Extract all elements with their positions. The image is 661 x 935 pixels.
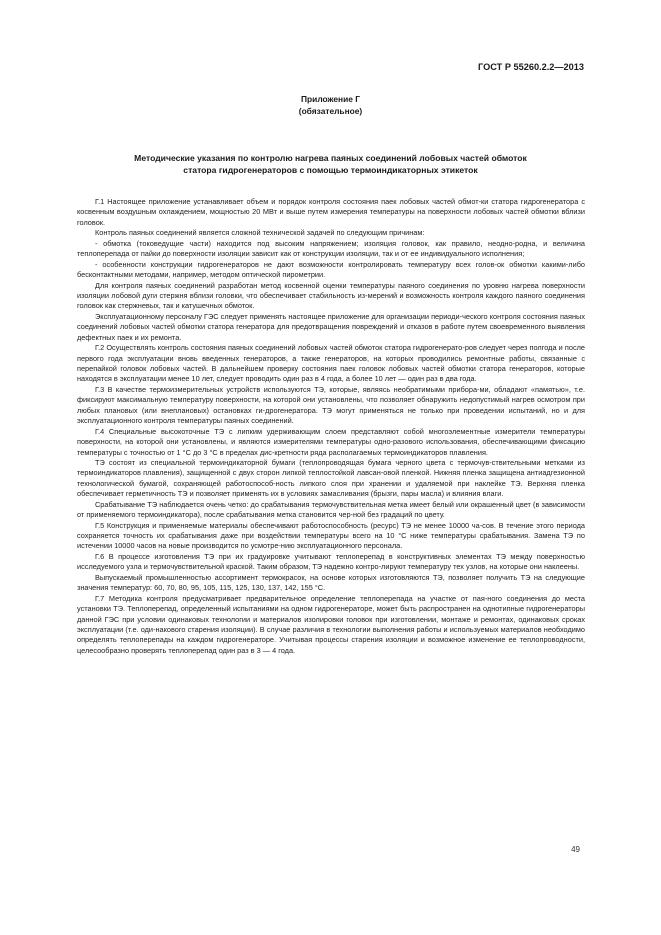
paragraph-personnel: Эксплуатационному персоналу ГЭС следует применять настоящее приложение для организации периоди-ческого контроля состояния паяных соединений лобовых частей обмотки статора генератора для предотвращения повреждений и отказов в работе путем своевременного выявления дефектных паек и их ремонта. (77, 311, 585, 342)
paragraph-te-triggering: Срабатывание ТЭ наблюдается очень четко: до срабатывания термочувствительная метка имеет белый или окрашенный цвет (в зависимости от применяемого термоиндикатора), после срабатывания метка становится чер-ной без градаций по цвету. (77, 499, 585, 520)
paragraph-g3: Г.3 В качестве термоизмерительных устройств используются ТЭ, которые, являясь необратимыми прибора-ми, обладают «памятью», т.е. фиксируют максимальную температуру поверхности, на которой они установлены, что позволяет обнаружить недопустимый нагрев осмотром при любых плановых (или внеплановых) остановках ги-дрогенератора. ТЭ могут применяться не только при проведении испытаний, но и для эксплуатационного контроля температуры паяных соединений. (77, 384, 585, 426)
standard-designation: ГОСТ Р 55260.2.2—2013 (478, 62, 584, 72)
paragraph-g4: Г.4 Специальные высокоточные ТЭ с липким удерживающим слоем представляют собой многоэлементные измерители температуры поверхности, на которой они установлены, и являются измерителями температуры одно-разового использования, обеспечивающими фиксацию температуры с точностью от 1 °С до 3 °С в пределах дис-кретности ряда располагаемых термоиндикаторов плавления. (77, 426, 585, 457)
section-title (0, 153, 661, 176)
paragraph-g2: Г.2 Осуществлять контроль состояния паяных соединений лобовых частей обмоток статора гидрогенерато-ров следует через полгода и после первого года эксплуатации вновь введенных генераторов, а также генераторов, на которых проводились ремонтные работы, связанные с перепайкой головок лобовых частей. В дальнейшем проверку состояния паек головок лобовых частей обмотки статора генераторов, которые находятся в эксплуатации менее 10 лет, следует проводить один раз в 4 года, а более 10 лет — один раз в два года. (77, 343, 585, 384)
paragraph-te-structure: ТЭ состоят из специальной термоиндикаторной бумаги (теплопроводящая бумага черного цвета с термочув-ствительными метками из термоиндикаторов плавления), защищенной с двух сторон липкой теплостойкой лавсан-овой пленкой. Нижняя пленка защищена антиадгезионной технологической бумагой, сохраняющей работоспособ-ность липкого слоя при хранении и удаляемой при наклейке ТЭ. Верхняя пленка обеспечивает герметичность ТЭ и позволяет применять их в условиях замасливания (брызги, пары масла) и влияния влаги. (77, 457, 585, 499)
paragraph-g5: Г.5 Конструкция и применяемые материалы обеспечивают работоспособность (ресурс) ТЭ не менее 10000 ча-сов. В течение этого периода сохраняется точность их срабатывания даже при воздействии температуры всего на 10 °С ниже температуры срабатывания. Замена ТЭ по истечении 10000 часов на новые производится по усмотре-нию эксплуатационного персонала. (77, 520, 585, 551)
section-title-line-1: Методические указания по контролю нагрева паяных соединений лобовых частей обмоток (134, 153, 527, 163)
paragraph-reason-1: - обмотка (токоведущие части) находится под высоким напряжением; изоляция головок, как правило, неодно-родна, и величина теплоперепада от пайки до поверхности изоляции зависит как от конструкции изоляции, так и от ее индивидуального исполнения; (77, 238, 585, 259)
paragraph-reason-2: - особенности конструкции гидрогенераторов не дают возможности контролировать температуру всех голов-ок обмотки какими-либо бесконтактными методами, например, методом оптической пирометрии. (77, 259, 585, 280)
body-text (77, 197, 585, 656)
paragraph-method: Для контроля паяных соединений разработан метод косвенной оценки температуры паяного соединения по уровню нагрева поверхности изоляции лобовой дуги стержня вблизи головки, что обеспечивает стабильность из-мерений и возможность контроля каждого паяного соединения головок как стержневых, так и катушечных обмоток. (77, 280, 585, 311)
paragraph-temperature-range: Выпускаемый промышленностью ассортимент термокрасок, на основе которых изготовляются ТЭ, позволяет получить ТЭ на следующие значения температур: 60, 70, 80, 95, 105, 115, 125, 130, 137, 142, 155 °С. (77, 572, 585, 593)
appendix-heading (0, 93, 661, 117)
page-number: 49 (571, 845, 580, 854)
paragraph-g6: Г.6 В процессе изготовления ТЭ при их градуировке учитывают теплоперепад в конструктивных элементах ТЭ между поверхностью исследуемого узла и термочувствительной краской. Таким образом, ТЭ надежно контро-лируют температуру тех узлов, на которые они наклеены. (77, 551, 585, 572)
paragraph-g7: Г.7 Методика контроля предусматривает предварительное определение теплоперепада на участке от пая-ного соединения до места установки ТЭ. Теплоперепад, определенный испытаниями на одном гидрогенераторе, может быть распространен на однотипные гидрогенераторы данной ГЭС при условии одинаковых технологии и материалов изолировки головок при изготовлении, монтаже и ремонтах, одинаковых сроках эксплуатации (т.е. оди-накового старения изоляции). В случае различия в технологии выполнения работы и используемых материалов необходимо определять теплоперепады на каждом гидрогенераторе. Учитывая процессы старения изоляции и возможное изменение ее теплопроводности, целесообразно проверять теплоперепад один раз в 3 — 4 года. (77, 593, 585, 655)
section-title-line-2: статора гидрогенераторов с помощью термоиндикаторных этикеток (183, 164, 478, 175)
paragraph-reasons-intro: Контроль паяных соединений является сложной технической задачей по следующим причинам: (95, 228, 425, 238)
appendix-status: (обязательное) (298, 106, 363, 116)
appendix-title: Приложение Г (301, 94, 360, 104)
paragraph-g1: Г.1 Настоящее приложение устанавливает объем и порядок контроля состояния паек лобовых частей обмот-ки статора гидрогенератора с косвенным воздушным охлаждением, мощностью 20 МВт и выше путем измерения температуры на поверхности лобовых частей обмотки вблизи головок. (77, 197, 585, 227)
